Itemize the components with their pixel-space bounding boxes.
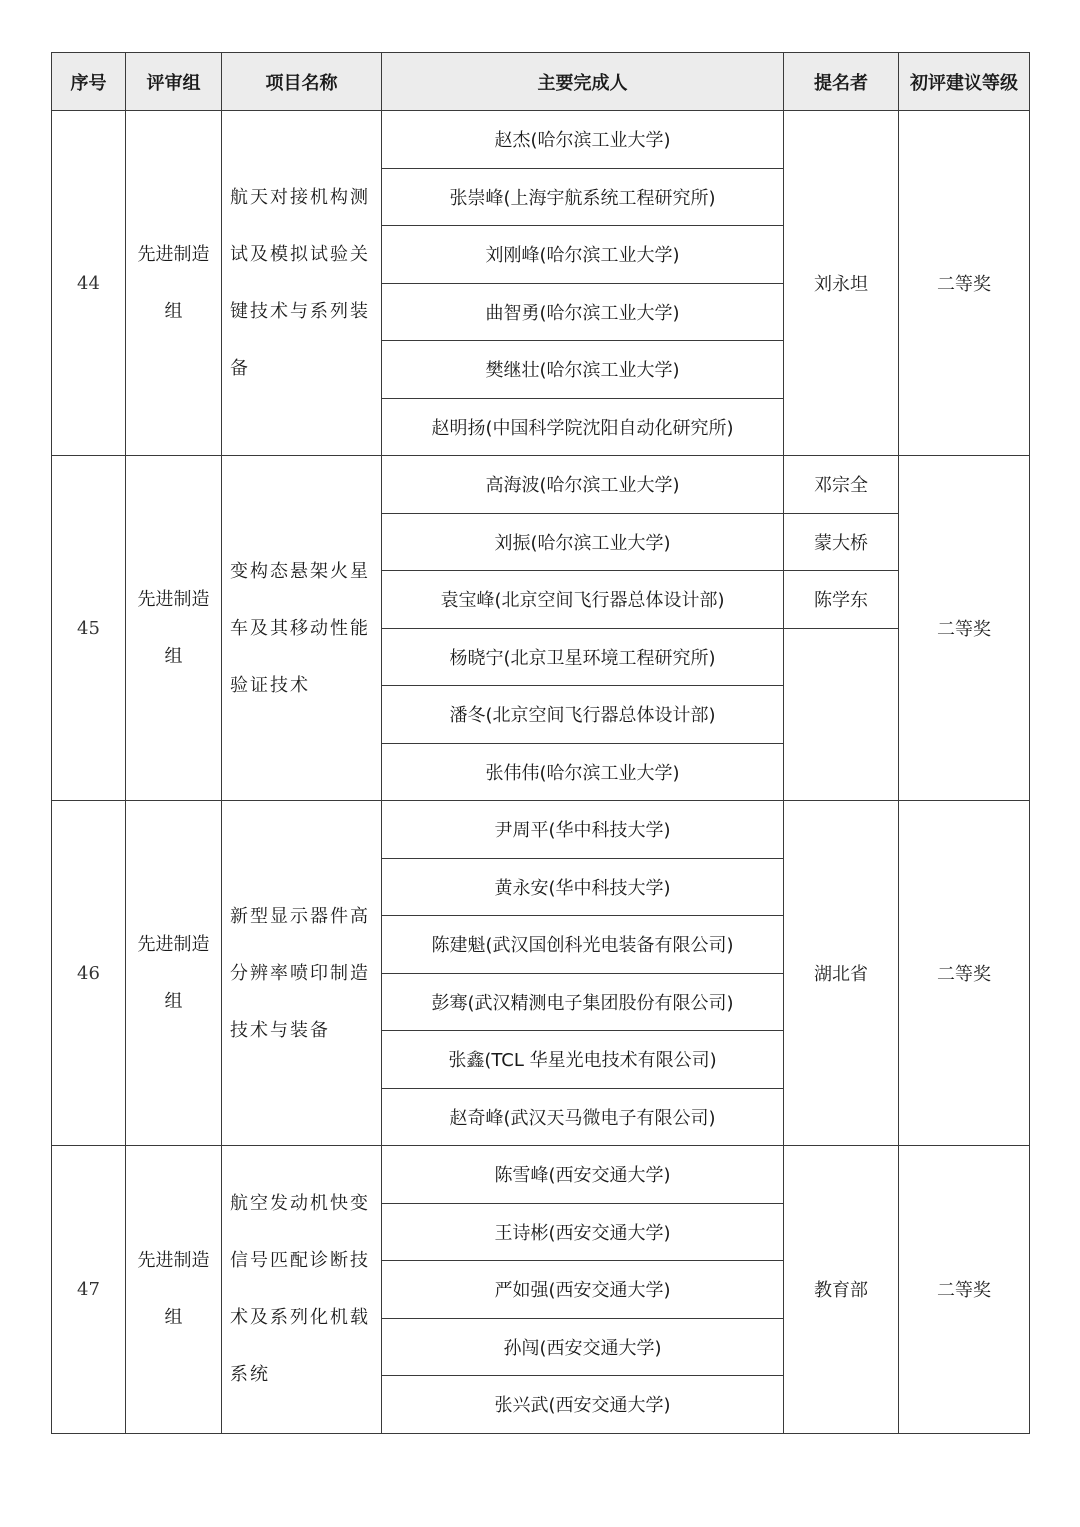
project-line: 术及系列化机载 [230, 1307, 370, 1329]
table-row [52, 801, 1030, 859]
group-line: 先进制造 [137, 244, 210, 265]
awards-table [51, 52, 1030, 1434]
project-cell [222, 1146, 382, 1434]
col-header-persons: 主要完成人 [382, 53, 784, 111]
level-cell: 二等奖 [899, 111, 1030, 456]
col-header-seq: 序号 [52, 53, 126, 111]
person-cell: 张崇峰(上海宇航系统工程研究所) [382, 168, 784, 226]
nominator-cell: 陈学东 [784, 571, 899, 629]
nominator-cell: 湖北省 [784, 801, 899, 1146]
project-line: 航天对接机构测 [230, 187, 370, 208]
group-cell [126, 801, 222, 1146]
group-line: 组 [164, 646, 183, 667]
person-cell: 刘振(哈尔滨工业大学) [382, 513, 784, 571]
person-cell: 赵杰(哈尔滨工业大学) [382, 111, 784, 169]
project-line: 验证技术 [230, 674, 310, 696]
nominator-cell: 刘永坦 [784, 111, 899, 456]
col-header-nominator: 提名者 [784, 53, 899, 111]
nominator-cell-empty [784, 628, 899, 801]
project-line: 技术与装备 [230, 1019, 330, 1041]
person-cell: 赵奇峰(武汉天马微电子有限公司) [382, 1088, 784, 1146]
person-cell: 袁宝峰(北京空间飞行器总体设计部) [382, 571, 784, 629]
group-line: 组 [164, 1307, 183, 1329]
level-cell: 二等奖 [899, 456, 1030, 801]
person-cell: 孙闯(西安交通大学) [382, 1318, 784, 1376]
level-cell: 二等奖 [899, 801, 1030, 1146]
seq-cell: 47 [52, 1146, 126, 1434]
seq-cell: 45 [52, 456, 126, 801]
person-cell: 樊继壮(哈尔滨工业大学) [382, 341, 784, 399]
table-row [52, 456, 1030, 514]
group-line: 先进制造 [137, 1250, 210, 1272]
project-line: 分辨率喷印制造 [230, 962, 370, 984]
person-cell: 尹周平(华中科技大学) [382, 801, 784, 859]
project-line: 新型显示器件高 [230, 905, 370, 927]
person-cell: 黄永安(华中科技大学) [382, 858, 784, 916]
person-cell: 潘冬(北京空间飞行器总体设计部) [382, 686, 784, 744]
project-line: 系统 [230, 1364, 270, 1386]
project-line: 车及其移动性能 [230, 617, 370, 639]
person-cell: 赵明扬(中国科学院沈阳自动化研究所) [382, 398, 784, 456]
group-line: 先进制造 [137, 934, 210, 955]
group-line: 先进制造 [137, 589, 210, 610]
project-line: 信号匹配诊断技 [230, 1250, 370, 1272]
seq-cell: 44 [52, 111, 126, 456]
person-cell: 高海波(哈尔滨工业大学) [382, 456, 784, 514]
col-header-project: 项目名称 [222, 53, 382, 111]
project-line: 键技术与系列装 [230, 301, 370, 322]
nominator-cell: 教育部 [784, 1146, 899, 1434]
person-cell: 张兴武(西安交通大学) [382, 1376, 784, 1434]
person-cell: 陈雪峰(西安交通大学) [382, 1146, 784, 1204]
group-line: 组 [164, 991, 183, 1012]
person-cell: 彭骞(武汉精测电子集团股份有限公司) [382, 973, 784, 1031]
level-cell: 二等奖 [899, 1146, 1030, 1434]
table-row [52, 111, 1030, 169]
project-cell [222, 801, 382, 1146]
project-line: 试及模拟试验关 [230, 244, 370, 265]
person-cell: 张鑫(TCL 华星光电技术有限公司) [382, 1031, 784, 1089]
nominator-cell: 邓宗全 [784, 456, 899, 514]
person-cell: 曲智勇(哈尔滨工业大学) [382, 283, 784, 341]
nominator-cell: 蒙大桥 [784, 513, 899, 571]
person-cell: 严如强(西安交通大学) [382, 1261, 784, 1319]
person-cell: 刘刚峰(哈尔滨工业大学) [382, 226, 784, 284]
seq-cell: 46 [52, 801, 126, 1146]
person-cell: 杨晓宁(北京卫星环境工程研究所) [382, 628, 784, 686]
person-cell: 张伟伟(哈尔滨工业大学) [382, 743, 784, 801]
group-line: 组 [164, 301, 183, 322]
project-cell [222, 456, 382, 801]
group-cell [126, 1146, 222, 1434]
table-row [52, 1146, 1030, 1204]
col-header-group: 评审组 [126, 53, 222, 111]
group-cell [126, 456, 222, 801]
project-cell [222, 111, 382, 456]
project-line: 变构态悬架火星 [230, 560, 370, 582]
col-header-level: 初评建议等级 [899, 53, 1030, 111]
project-line: 备 [230, 358, 250, 379]
group-cell [126, 111, 222, 456]
person-cell: 陈建魁(武汉国创科光电装备有限公司) [382, 916, 784, 974]
header-row [52, 53, 1030, 111]
person-cell: 王诗彬(西安交通大学) [382, 1203, 784, 1261]
project-line: 航空发动机快变 [230, 1193, 370, 1215]
